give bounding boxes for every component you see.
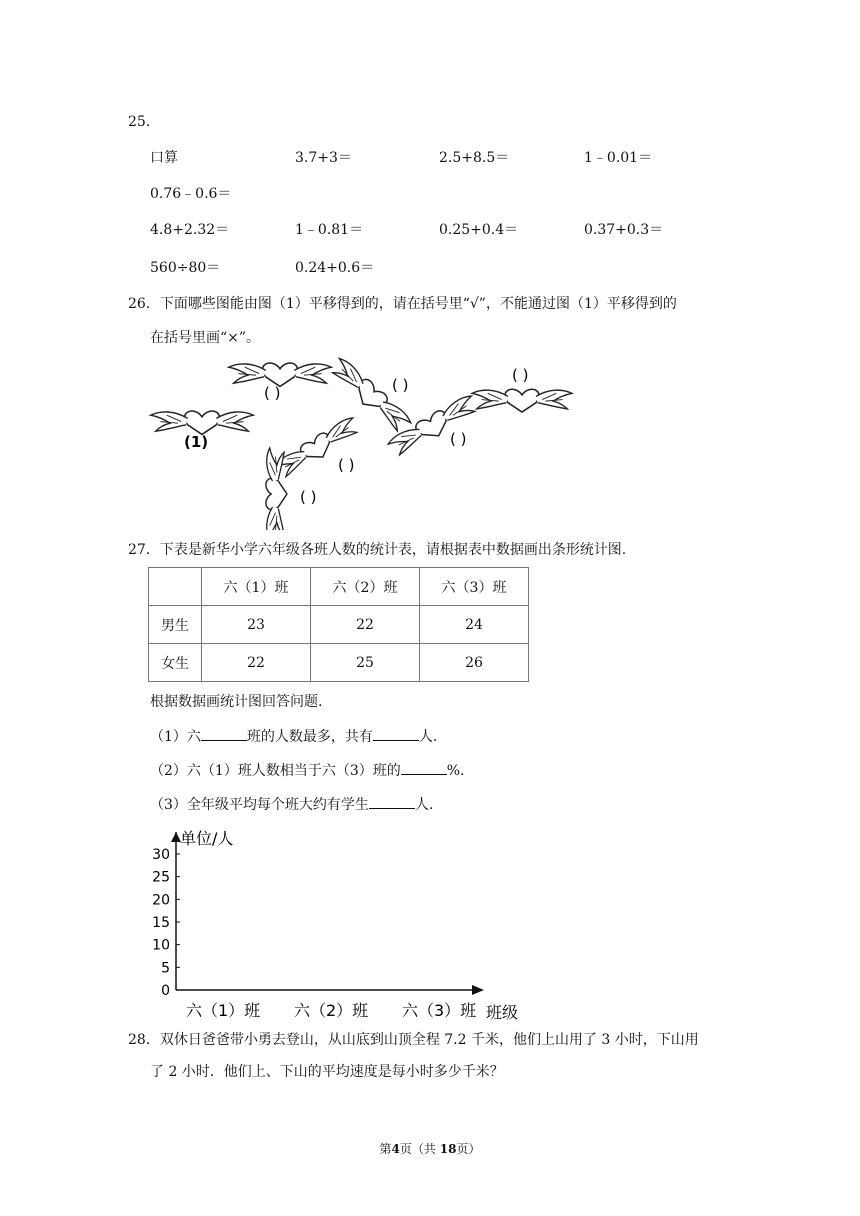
table-header-cell: 六（1）班 xyxy=(202,568,311,606)
table-cell: 22 xyxy=(311,606,420,644)
answer-blank[interactable] xyxy=(369,794,415,809)
answer-paren: ( ) xyxy=(512,366,529,384)
calc-item: 1﹣0.81＝ xyxy=(295,222,364,238)
footer-pre: 第 xyxy=(379,1142,392,1156)
answer-blank[interactable] xyxy=(373,726,419,741)
winged-heart-figures xyxy=(140,352,600,530)
calc-item: 2.5+8.5＝ xyxy=(439,150,510,166)
calc-item: 0.25+0.4＝ xyxy=(439,222,519,238)
y-tick-label: 30 xyxy=(152,847,170,863)
winged-heart-icon-d xyxy=(472,389,572,412)
x-category-label: 六（1）班 xyxy=(186,1001,261,1020)
calc-item: 4.8+2.32＝ xyxy=(150,222,230,238)
winged-heart-icon-original xyxy=(151,411,253,434)
y-tick-label: 10 xyxy=(152,937,170,954)
sub-question-1 xyxy=(150,726,437,747)
table-cell: 26 xyxy=(420,644,529,682)
class-stats-table xyxy=(148,567,529,682)
bar-chart xyxy=(140,822,540,1022)
calc-item: 0.37+0.3＝ xyxy=(584,222,664,238)
oral-calc-label: 口算 xyxy=(150,150,178,166)
sub-question-2-part-a: （2）六（1）班人数相当于六（3）班的 xyxy=(150,763,401,779)
y-tick-label: 20 xyxy=(152,892,170,909)
calc-item: 560÷80＝ xyxy=(150,260,221,276)
calc-item: 1﹣0.01＝ xyxy=(584,150,653,166)
answer-blank[interactable] xyxy=(401,760,447,775)
sub-question-3-part-a: （3）全年级平均每个班大约有学生 xyxy=(150,797,369,813)
question-28-line2: 了 2 小时．他们上、下山的平均速度是每小时多少千米？ xyxy=(150,1064,504,1080)
question-26-line2: 在括号里画“×”。 xyxy=(150,330,261,346)
winged-heart-icon-c xyxy=(386,393,480,460)
x-category-label: 六（2）班 xyxy=(294,1001,369,1020)
calc-item: 0.24+0.6＝ xyxy=(295,260,375,276)
table-row xyxy=(149,606,529,644)
sub-question-1-part-c: 人. xyxy=(418,729,438,745)
footer-total-pages: 18 xyxy=(439,1142,457,1156)
table-header-cell xyxy=(149,568,202,606)
table-header-cell: 六（3）班 xyxy=(420,568,529,606)
x-category-label: 六（3）班 xyxy=(402,1001,477,1020)
y-tick-label: 0 xyxy=(161,983,170,999)
answer-paren: ( ) xyxy=(338,456,355,474)
footer-mid: 页（共 xyxy=(399,1142,440,1156)
table-header-row xyxy=(149,568,529,606)
winged-heart-icon-a xyxy=(229,363,331,386)
x-axis-label: 班级 xyxy=(486,1003,519,1022)
table-cell: 24 xyxy=(420,606,529,644)
page-footer xyxy=(0,1140,860,1157)
table-header-cell: 六（2）班 xyxy=(311,568,420,606)
question-28-line1: 28．双休日爸爸带小勇去登山，从山底到山顶全程 7.2 千米，他们上山用了 3 小时，下山用 xyxy=(128,1032,699,1048)
sub-question-1-part-a: （1）六 xyxy=(150,729,201,745)
chart-instruction: 根据数据画统计图回答问题. xyxy=(150,694,323,710)
y-tick-label: 25 xyxy=(152,869,170,886)
sub-question-3 xyxy=(150,794,433,815)
question-27-intro: 27．下表是新华小学六年级各班人数的统计表，请根据表中数据画出条形统计图. xyxy=(128,542,627,558)
answer-paren: ( ) xyxy=(264,384,281,402)
footer-post: 页） xyxy=(456,1142,481,1156)
y-tick-label: 5 xyxy=(161,960,170,977)
answer-paren: ( ) xyxy=(450,430,467,448)
answer-paren: ( ) xyxy=(300,488,317,506)
calc-item: 3.7+3＝ xyxy=(295,150,352,166)
answer-paren: ( ) xyxy=(392,376,409,394)
question-26-line1: 26．下面哪些图能由图（1）平移得到的，请在括号里“√”，不能通过图（1）平移得到的 xyxy=(128,296,677,312)
calc-item: 0.76﹣0.6＝ xyxy=(150,186,232,202)
footer-page-number: 4 xyxy=(391,1142,400,1156)
table-cell: 女生 xyxy=(149,644,202,682)
table-row xyxy=(149,644,529,682)
y-axis-label: 单位/人 xyxy=(180,829,234,848)
sub-question-2 xyxy=(150,760,465,781)
sub-question-2-part-b: %. xyxy=(446,763,465,779)
sub-question-3-part-b: 人. xyxy=(414,797,434,813)
sub-question-1-part-b: 班的人数最多，共有 xyxy=(246,729,373,745)
question-25-number: 25. xyxy=(128,114,151,130)
table-cell: 25 xyxy=(311,644,420,682)
table-cell: 男生 xyxy=(149,606,202,644)
table-cell: 22 xyxy=(202,644,311,682)
y-tick-label: 15 xyxy=(152,915,170,931)
answer-blank[interactable] xyxy=(201,726,247,741)
figure-label-1: (1) xyxy=(184,433,209,451)
table-cell: 23 xyxy=(202,606,311,644)
x-axis-arrow-icon xyxy=(472,985,484,995)
